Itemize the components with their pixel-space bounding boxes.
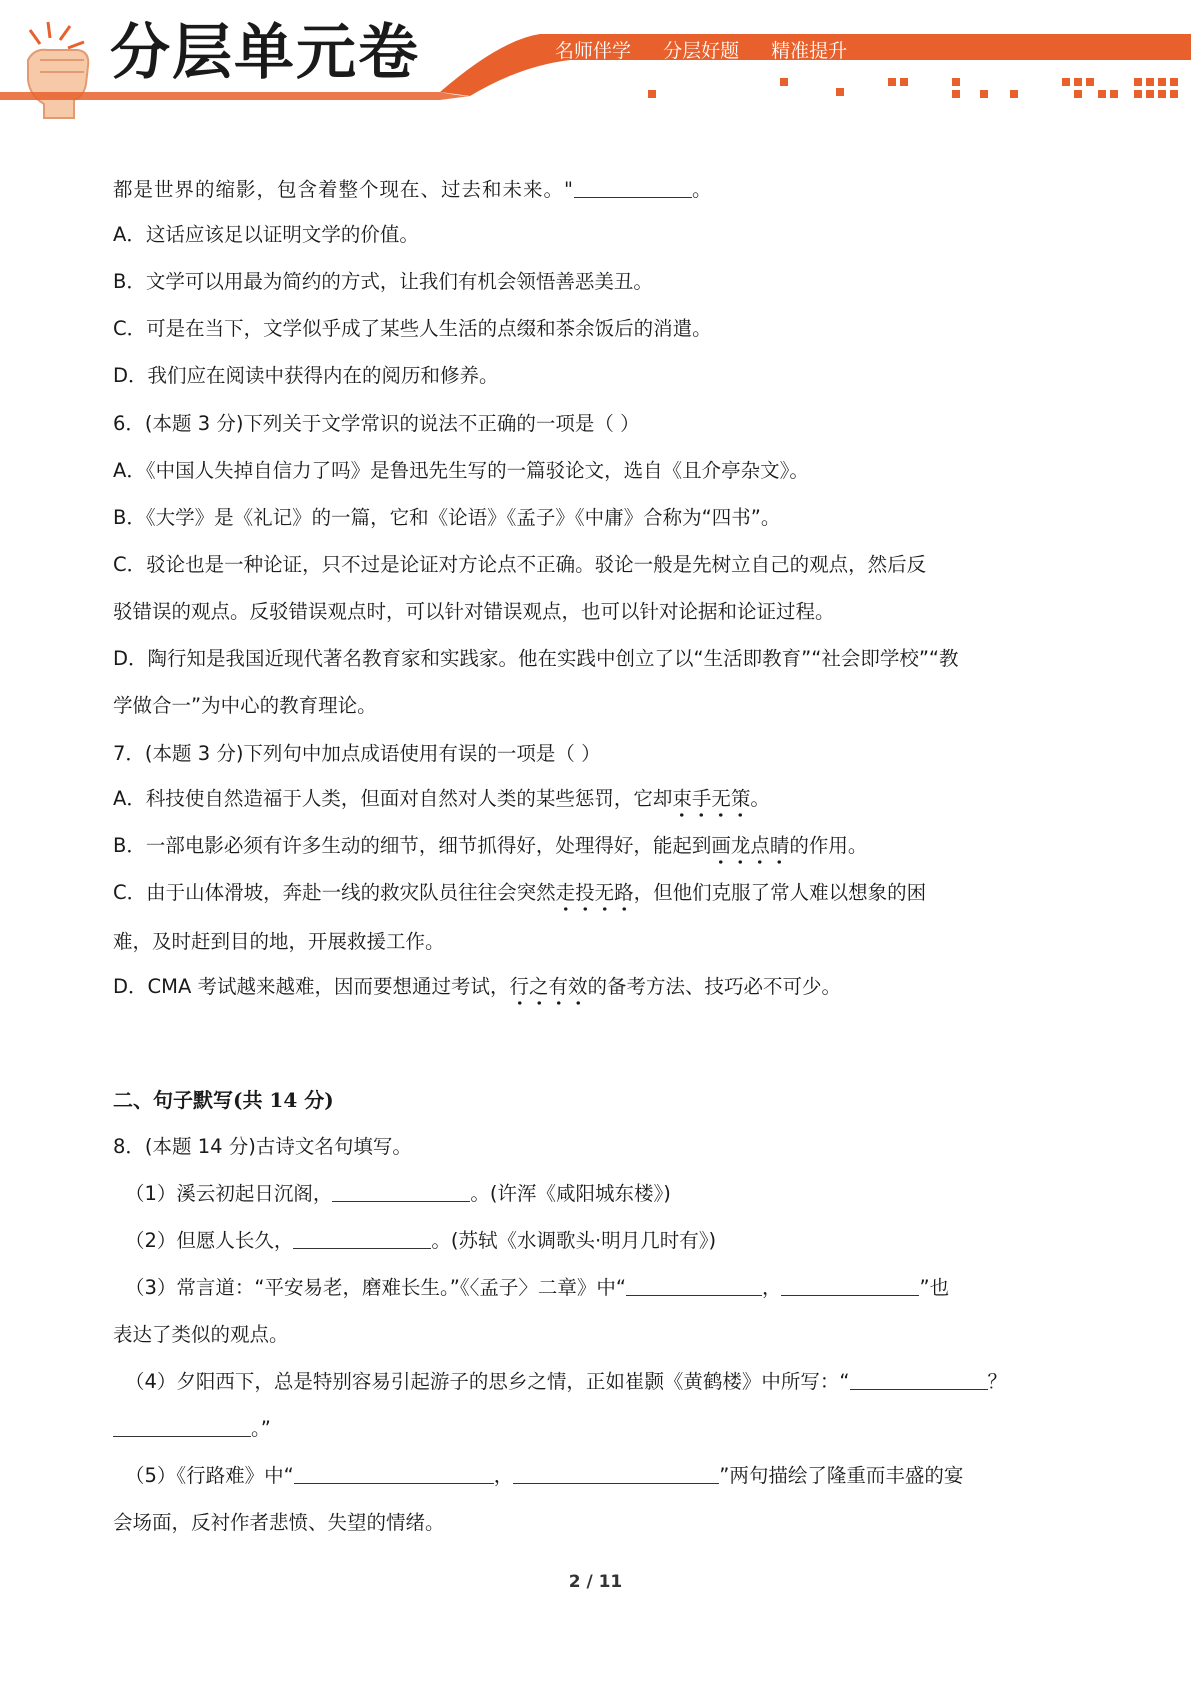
q8-3-post: ”也 (919, 1276, 950, 1299)
q8-3-pre: （3）常言道：“平安易老，磨难长生。”《〈孟子〉二章》中“ (125, 1276, 626, 1299)
q6-option-a: A．《中国人失掉自信力了吗》是鲁迅先生写的一篇驳论文，选自《且介亭杂文》。 (113, 459, 809, 482)
q8-2-post: 。(苏轼《水调歌头·明月几时有》) (431, 1229, 717, 1252)
q7-a-post: 。 (750, 787, 770, 810)
question-7: 7．(本题 3 分)下列句中加点成语使用有误的一项是（ ） (113, 742, 601, 765)
q7-option-c-line1 (113, 880, 926, 906)
answer-blank (294, 1463, 494, 1484)
section-heading: 二、句子默写(共 14 分) (113, 1088, 334, 1112)
q8-item-2 (125, 1228, 716, 1254)
page-title: 分层单元卷 (110, 18, 420, 88)
dotted-idiom: 走投无路 (556, 881, 634, 912)
q8-4-q: ？ (987, 1370, 1008, 1393)
decorative-squares (648, 78, 1178, 98)
answer-blank (293, 1228, 431, 1249)
q7-c-post: ，但他们克服了常人难以想象的困 (633, 881, 927, 904)
q5-tail-line (113, 177, 713, 203)
q8-item-1 (125, 1181, 671, 1207)
header-slogans (555, 36, 873, 63)
q8-4-end: 。” (251, 1417, 271, 1440)
answer-blank (574, 177, 692, 198)
q7-b-post: 的作用。 (789, 834, 868, 857)
q8-item-5 (125, 1463, 963, 1489)
q8-1-pre: （1）溪云初起日沉阁， (125, 1182, 333, 1205)
q6-option-c-line2: 驳错误的观点。反驳错误观点时，可以针对错误观点，也可以针对论据和论证过程。 (113, 600, 835, 623)
page-header (0, 0, 1191, 130)
q8-2-pre: （2）但愿人长久， (125, 1229, 294, 1252)
dotted-idiom: 束手无策 (672, 787, 750, 818)
q5-option-b: B．文学可以用最为简约的方式，让我们有机会领悟善恶美丑。 (113, 270, 653, 293)
answer-blank (626, 1275, 762, 1296)
slogan-3: 精准提升 (771, 40, 848, 62)
q7-b-pre: B．一部电影必须有许多生动的细节，细节抓得好，处理得好，能起到 (113, 834, 712, 857)
q8-item-3 (125, 1275, 949, 1301)
q8-5-pre: （5）《行路难》中“ (125, 1464, 294, 1487)
answer-blank (513, 1463, 719, 1484)
page-number: 2 / 11 (568, 1572, 623, 1592)
slogan-1: 名师伴学 (555, 40, 632, 62)
q8-1-post: 。(许浑《咸阳城东楼》) (470, 1182, 671, 1205)
q6-option-d-line1: D．陶行知是我国近现代著名教育家和实践家。他在实践中创立了以“生活即教育”“社会即学校”“教 (113, 647, 959, 670)
q8-item-5-line2: 会场面，反衬作者悲愤、失望的情绪。 (113, 1511, 445, 1534)
q5-option-d: D．我们应在阅读中获得内在的阅历和修养。 (113, 364, 499, 387)
q7-a-pre: A．科技使自然造福于人类，但面对自然对人类的某些惩罚，它却 (113, 787, 673, 810)
q5-tail-text: 都是世界的缩影，包含着整个现在、过去和未来。" (113, 178, 574, 201)
q8-5-post: ”两句描绘了隆重而丰盛的宴 (719, 1464, 964, 1487)
q8-item-4-line2 (113, 1416, 271, 1442)
fist-logo-icon (28, 22, 88, 118)
q6-option-b: B．《大学》是《礼记》的一篇，它和《论语》《孟子》《中庸》合称为“四书”。 (113, 506, 781, 529)
dotted-idiom: 画龙点睛 (711, 834, 789, 865)
q6-option-d-line2: 学做合一”为中心的教育理论。 (113, 694, 377, 717)
q5-option-c: C．可是在当下，文学似乎成了某些人生活的点缀和茶余饭后的消遣。 (113, 317, 712, 340)
q7-d-pre: D．CMA 考试越来越难，因而要想通过考试， (113, 975, 510, 998)
q7-option-a (113, 786, 770, 812)
q7-d-post: 的备考方法、技巧必不可少。 (587, 975, 842, 998)
q6-option-c-line1: C．驳论也是一种论证，只不过是论证对方论点不正确。驳论一般是先树立自己的观点，然后反 (113, 553, 927, 576)
dotted-idiom: 行之有效 (510, 975, 588, 1006)
answer-blank (781, 1275, 919, 1296)
q8-5-mid: ， (493, 1464, 514, 1487)
q8-4-pre: （4）夕阳西下，总是特别容易引起游子的思乡之情，正如崔颢《黄鹤楼》中所写：“ (125, 1370, 850, 1393)
answer-blank (332, 1181, 470, 1202)
question-6: 6．(本题 3 分)下列关于文学常识的说法不正确的一项是（ ） (113, 412, 640, 435)
q8-3-mid: ， (761, 1276, 782, 1299)
q5-end-text: 。 (691, 178, 713, 201)
answer-blank (113, 1416, 251, 1437)
question-8: 8．(本题 14 分)古诗文名句填写。 (113, 1135, 412, 1158)
slogan-2: 分层好题 (663, 40, 740, 62)
q8-item-4 (125, 1369, 1007, 1395)
q7-option-d (113, 974, 841, 1000)
q7-option-b (113, 833, 867, 859)
q5-option-a: A．这话应该足以证明文学的价值。 (113, 223, 419, 246)
q7-c-pre: C．由于山体滑坡，奔赴一线的救灾队员往往会突然 (113, 881, 556, 904)
answer-blank (850, 1369, 988, 1390)
q7-option-c-line2: 难，及时赶到目的地，开展救援工作。 (113, 930, 445, 953)
q8-item-3-line2: 表达了类似的观点。 (113, 1323, 289, 1346)
